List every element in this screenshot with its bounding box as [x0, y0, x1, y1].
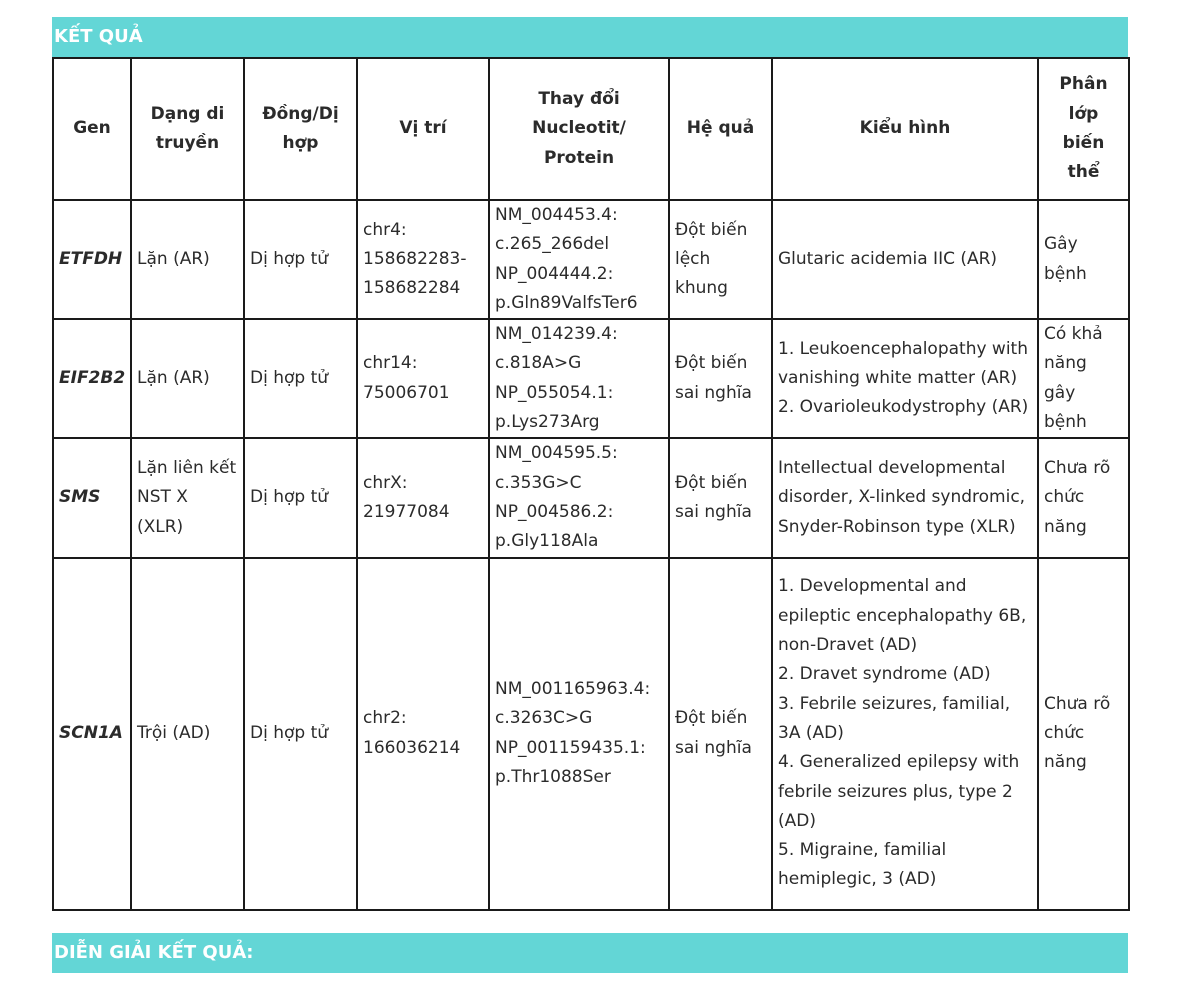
- change-cell: NM_004595.5: c.353G>C NP_004586.2: p.Gly118Ala: [489, 438, 669, 557]
- change-cell: NM_004453.4: c.265_266del NP_004444.2: p.Gln89ValfsTer6: [489, 200, 669, 319]
- phenotype-cell: Intellectual developmental disorder, X-linked syndromic, Snyder-Robinson type (XLR): [772, 438, 1038, 557]
- gene-name: EIF2B2: [53, 319, 131, 438]
- inheritance-cell: Lặn (AR): [131, 200, 244, 319]
- header-inheritance: Dạng di truyền: [131, 58, 244, 200]
- change-cell: NM_014239.4: c.818A>G NP_055054.1: p.Lys273Arg: [489, 319, 669, 438]
- header-zygosity: Đồng/Dị hợp: [244, 58, 357, 200]
- zygosity-cell: Dị hợp tử: [244, 200, 357, 319]
- consequence-cell: Đột biến sai nghĩa: [669, 319, 772, 438]
- inheritance-cell: Lặn (AR): [131, 319, 244, 438]
- consequence-cell: Đột biến sai nghĩa: [669, 558, 772, 910]
- classification-cell: Gây bệnh: [1038, 200, 1129, 319]
- position-cell: chr2: 166036214: [357, 558, 489, 910]
- zygosity-cell: Dị hợp tử: [244, 558, 357, 910]
- gene-name: SMS: [53, 438, 131, 557]
- header-position: Vị trí: [357, 58, 489, 200]
- phenotype-cell: 1. Developmental and epileptic encephalopathy 6B, non-Dravet (AD) 2. Dravet syndrome (AD) 3. Febrile seizures, familial, 3A (AD) 4. Generalized epilepsy with febrile seizures plus, type 2 (AD) 5. Migraine, familial hemiplegic, 3 (AD): [772, 558, 1038, 910]
- zygosity-cell: Dị hợp tử: [244, 438, 357, 557]
- table-row: [53, 319, 1129, 438]
- header-consequence: Hệ quả: [669, 58, 772, 200]
- table-row: [53, 438, 1129, 557]
- header-change: Thay đổi Nucleotit/ Protein: [489, 58, 669, 200]
- interpretation-section-header: DIỄN GIẢI KẾT QUẢ:: [52, 933, 1128, 973]
- classification-cell: Có khả năng gây bệnh: [1038, 319, 1129, 438]
- table-row: [53, 200, 1129, 319]
- results-section-header: KẾT QUẢ: [52, 17, 1128, 57]
- phenotype-cell: Glutaric acidemia IIC (AR): [772, 200, 1038, 319]
- inheritance-cell: Trội (AD): [131, 558, 244, 910]
- gene-name: SCN1A: [53, 558, 131, 910]
- zygosity-cell: Dị hợp tử: [244, 319, 357, 438]
- position-cell: chr14: 75006701: [357, 319, 489, 438]
- classification-cell: Chưa rõ chức năng: [1038, 438, 1129, 557]
- consequence-cell: Đột biến lệch khung: [669, 200, 772, 319]
- phenotype-cell: 1. Leukoencephalopathy with vanishing white matter (AR) 2. Ovarioleukodystrophy (AR): [772, 319, 1038, 438]
- classification-cell: Chưa rõ chức năng: [1038, 558, 1129, 910]
- consequence-cell: Đột biến sai nghĩa: [669, 438, 772, 557]
- header-gen: Gen: [53, 58, 131, 200]
- table-header-row: [53, 58, 1129, 200]
- gene-name: ETFDH: [53, 200, 131, 319]
- table-row: [53, 558, 1129, 910]
- results-table: [52, 57, 1130, 911]
- header-phenotype: Kiểu hình: [772, 58, 1038, 200]
- change-cell: NM_001165963.4: c.3263C>G NP_001159435.1: p.Thr1088Ser: [489, 558, 669, 910]
- position-cell: chrX: 21977084: [357, 438, 489, 557]
- header-classification: Phân lớp biến thể: [1038, 58, 1129, 200]
- inheritance-cell: Lặn liên kết NST X (XLR): [131, 438, 244, 557]
- position-cell: chr4: 158682283- 158682284: [357, 200, 489, 319]
